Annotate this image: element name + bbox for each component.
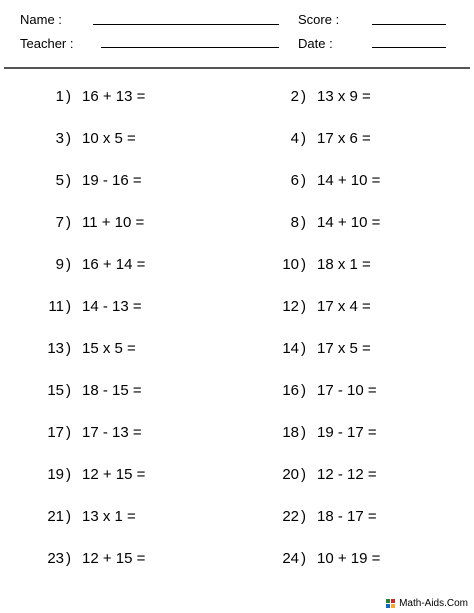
- problem-row: [0, 126, 474, 168]
- problem-expression: 16 + 13 =: [82, 88, 146, 105]
- problem-expression: 14 - 13 =: [82, 298, 142, 315]
- problem-expression: 15 x 5 =: [82, 340, 136, 357]
- problem-number: 22: [282, 508, 299, 525]
- problem-16: [270, 382, 377, 400]
- score-field-line[interactable]: [372, 24, 446, 25]
- problem-7: [35, 214, 144, 232]
- problem-19: [35, 466, 145, 484]
- problem-number: 7: [55, 214, 64, 231]
- name-field-line[interactable]: [93, 24, 279, 25]
- problem-expression: 10 + 19 =: [317, 550, 381, 567]
- problem-row: [0, 546, 474, 588]
- problem-17: [35, 424, 142, 442]
- problem-expression: 14 + 10 =: [317, 214, 381, 231]
- problem-number: 17: [47, 424, 64, 441]
- problem-paren: ): [66, 340, 71, 357]
- problem-expression: 12 - 12 =: [317, 466, 377, 483]
- problem-6: [270, 172, 380, 190]
- problem-number: 9: [55, 256, 64, 273]
- problem-expression: 18 - 17 =: [317, 508, 377, 525]
- problem-13: [35, 340, 136, 358]
- problem-paren: ): [301, 214, 306, 231]
- problem-expression: 14 + 10 =: [317, 172, 381, 189]
- problem-expression: 17 x 5 =: [317, 340, 371, 357]
- problem-18: [270, 424, 377, 442]
- problem-number: 12: [282, 298, 299, 315]
- problem-expression: 11 + 10 =: [82, 214, 145, 231]
- date-field-line[interactable]: [372, 47, 446, 48]
- problem-paren: ): [66, 424, 71, 441]
- problem-paren: ): [66, 214, 71, 231]
- problem-15: [35, 382, 142, 400]
- logo-square: [386, 599, 390, 603]
- problem-number: 6: [290, 172, 299, 189]
- problem-number: 10: [282, 256, 299, 273]
- problem-paren: ): [66, 466, 71, 483]
- problem-11: [35, 298, 142, 316]
- problem-row: [0, 84, 474, 126]
- problem-number: 24: [282, 550, 299, 567]
- problem-row: [0, 462, 474, 504]
- problem-number: 21: [47, 508, 64, 525]
- problem-number: 14: [282, 340, 299, 357]
- problem-expression: 13 x 9 =: [317, 88, 371, 105]
- problem-paren: ): [301, 340, 306, 357]
- problem-paren: ): [66, 550, 71, 567]
- problem-24: [270, 550, 380, 568]
- problem-paren: ): [66, 298, 71, 315]
- problem-row: [0, 420, 474, 462]
- logo-square: [391, 604, 395, 608]
- problem-paren: ): [301, 88, 306, 105]
- problem-number: 15: [47, 382, 64, 399]
- problem-paren: ): [301, 424, 306, 441]
- problem-20: [270, 466, 377, 484]
- name-label: Name :: [20, 12, 62, 27]
- problem-expression: 19 - 16 =: [82, 172, 142, 189]
- score-label: Score :: [298, 12, 340, 27]
- problem-row: [0, 336, 474, 378]
- problem-5: [35, 172, 142, 190]
- problem-paren: ): [66, 130, 71, 147]
- problem-number: 8: [290, 214, 299, 231]
- problem-22: [270, 508, 377, 526]
- teacher-field-line[interactable]: [101, 47, 279, 48]
- problem-expression: 17 - 10 =: [317, 382, 377, 399]
- problem-expression: 12 + 15 =: [82, 466, 146, 483]
- problem-number: 1: [55, 88, 64, 105]
- problem-21: [35, 508, 136, 526]
- brand-text: Math-Aids.Com: [399, 598, 468, 609]
- math-aids-logo-icon: [386, 599, 395, 608]
- problem-expression: 18 - 15 =: [82, 382, 142, 399]
- problem-paren: ): [66, 88, 71, 105]
- problem-expression: 10 x 5 =: [82, 130, 136, 147]
- problem-10: [270, 256, 371, 274]
- problem-expression: 18 x 1 =: [317, 256, 371, 273]
- problem-paren: ): [66, 508, 71, 525]
- problem-row: [0, 378, 474, 420]
- problem-paren: ): [301, 130, 306, 147]
- problem-number: 3: [55, 130, 64, 147]
- header-divider: [4, 67, 470, 69]
- problem-expression: 17 - 13 =: [82, 424, 142, 441]
- problem-paren: ): [66, 172, 71, 189]
- problem-number: 19: [47, 466, 64, 483]
- problem-paren: ): [301, 172, 306, 189]
- footer-brand: [386, 598, 468, 609]
- problem-row: [0, 504, 474, 546]
- problem-expression: 17 x 4 =: [317, 298, 371, 315]
- problem-number: 5: [55, 172, 64, 189]
- problem-row: [0, 210, 474, 252]
- problem-expression: 17 x 6 =: [317, 130, 371, 147]
- problem-number: 2: [290, 88, 299, 105]
- problem-paren: ): [301, 508, 306, 525]
- problem-paren: ): [301, 382, 306, 399]
- problem-number: 20: [282, 466, 299, 483]
- problem-row: [0, 168, 474, 210]
- problem-1: [35, 88, 145, 106]
- problem-paren: ): [301, 298, 306, 315]
- logo-square: [386, 604, 390, 608]
- problem-list: [0, 84, 474, 588]
- problem-paren: ): [301, 256, 306, 273]
- logo-square: [391, 599, 395, 603]
- problem-4: [270, 130, 371, 148]
- problem-number: 23: [47, 550, 64, 567]
- problem-expression: 16 + 14 =: [82, 256, 146, 273]
- date-label: Date :: [298, 36, 333, 51]
- problem-expression: 19 - 17 =: [317, 424, 377, 441]
- problem-23: [35, 550, 145, 568]
- problem-3: [35, 130, 136, 148]
- problem-12: [270, 298, 371, 316]
- problem-expression: 13 x 1 =: [82, 508, 136, 525]
- problem-2: [270, 88, 371, 106]
- problem-expression: 12 + 15 =: [82, 550, 146, 567]
- problem-number: 13: [47, 340, 64, 357]
- problem-paren: ): [66, 382, 71, 399]
- problem-paren: ): [301, 550, 306, 567]
- problem-row: [0, 252, 474, 294]
- problem-paren: ): [66, 256, 71, 273]
- problem-number: 18: [282, 424, 299, 441]
- teacher-label: Teacher :: [20, 36, 74, 51]
- problem-9: [35, 256, 145, 274]
- problem-paren: ): [301, 466, 306, 483]
- problem-14: [270, 340, 371, 358]
- problem-8: [270, 214, 380, 232]
- problem-number: 11: [48, 298, 64, 315]
- problem-row: [0, 294, 474, 336]
- problem-number: 4: [290, 130, 299, 147]
- problem-number: 16: [282, 382, 299, 399]
